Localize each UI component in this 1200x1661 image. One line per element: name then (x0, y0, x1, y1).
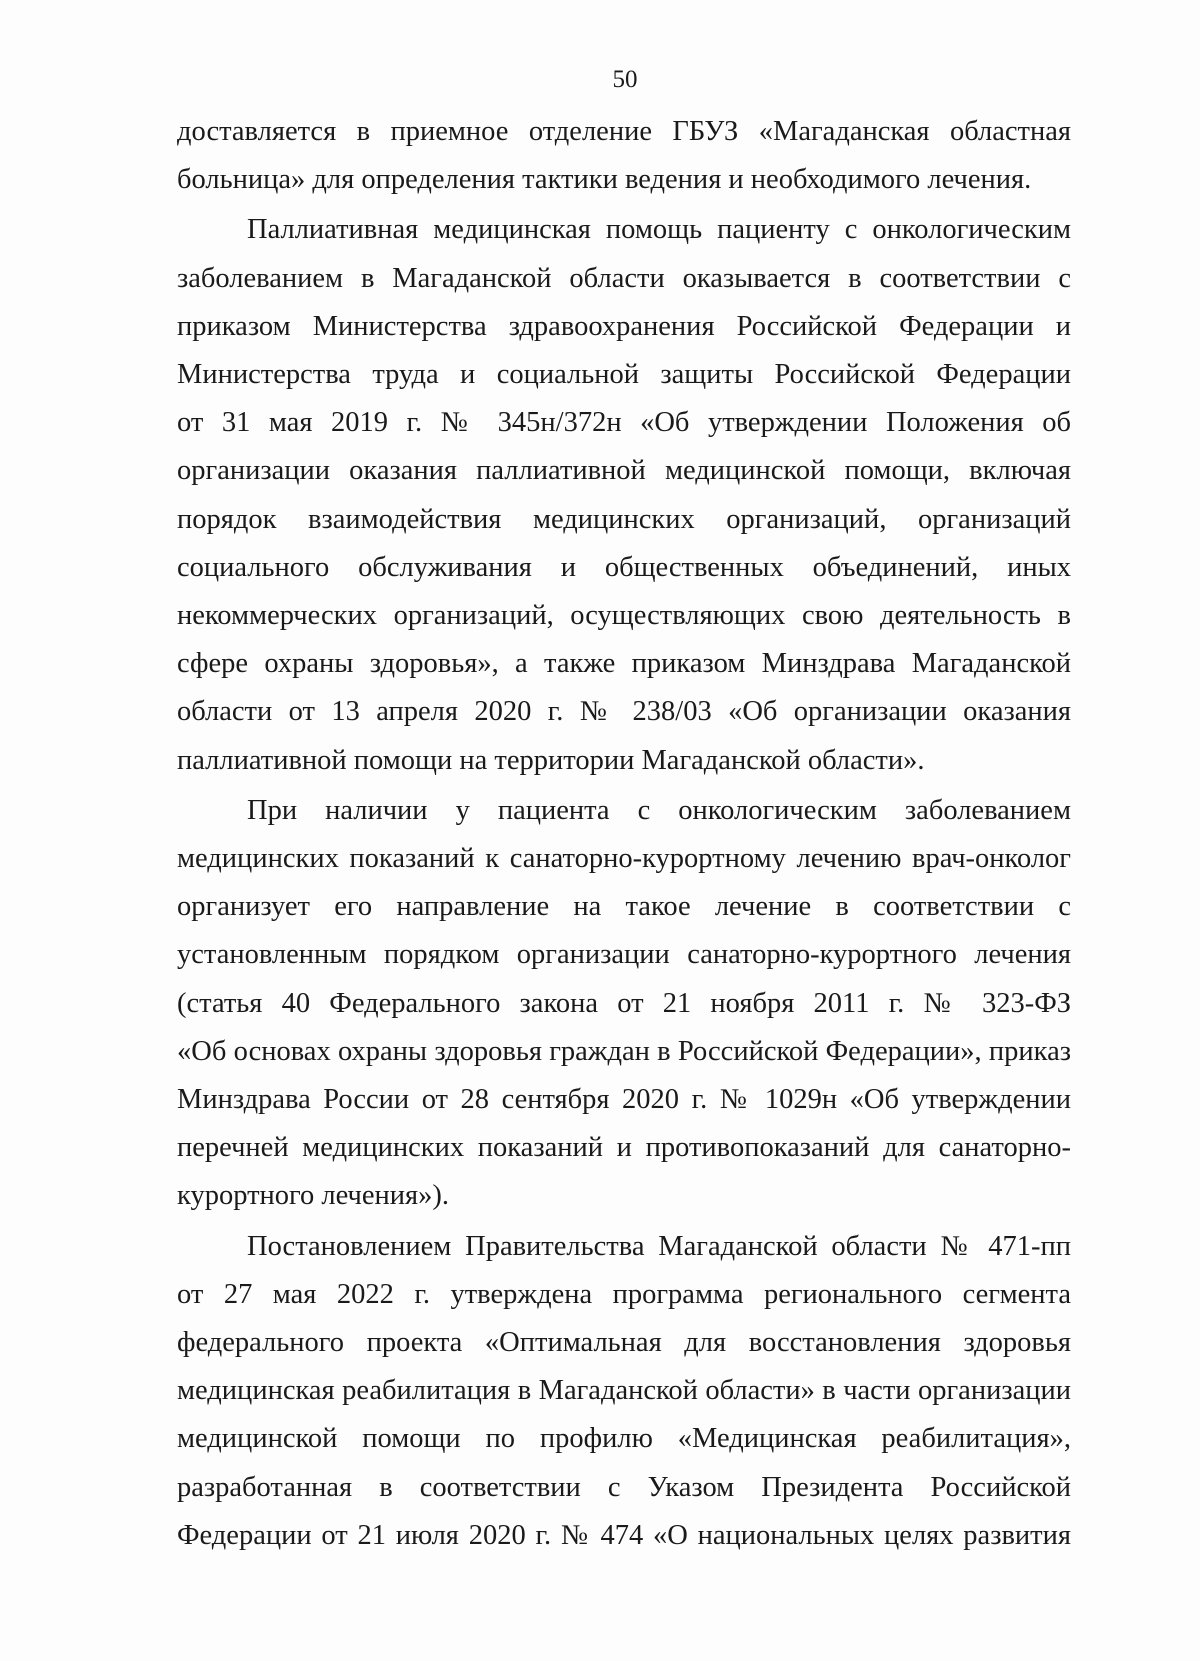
paragraph-1 (177, 108, 1071, 204)
text-line: приказом Министерства здравоохранения Российской Федерации и (177, 310, 1071, 342)
text-line: Федерации от 21 июля 2020 г. № 474 «О национальных целях развития (177, 1519, 1071, 1551)
text-line: перечней медицинских показаний и противопоказаний для санаторно- (177, 1132, 1071, 1164)
text-line: установленным порядком организации санаторно-курортного лечения (177, 939, 1071, 971)
page-number: 50 (612, 66, 638, 93)
paragraph-2 (177, 206, 1071, 784)
text-line: от 31 мая 2019 г. № 345н/372н «Об утверждении Положения об (177, 407, 1071, 439)
document-body (177, 108, 1071, 1560)
text-line: (статья 40 Федерального закона от 21 ноября 2011 г. № 323-ФЗ (177, 987, 1071, 1019)
paragraph-4 (177, 1223, 1071, 1560)
text-line: организации оказания паллиативной медицинской помощи, включая (177, 455, 1071, 487)
paragraph-3 (177, 787, 1071, 1221)
text-line: Паллиативная медицинская помощь пациенту с онкологическим (247, 214, 1071, 246)
text-line: При наличии у пациента с онкологическим заболеванием (247, 794, 1071, 826)
text-line: федерального проекта «Оптимальная для восстановления здоровья (177, 1327, 1071, 1359)
text-line: медицинских показаний к санаторно-курортному лечению врач-онколог (177, 843, 1071, 875)
text-line: доставляется в приемное отделение ГБУЗ «Магаданская областная (177, 116, 1071, 147)
text-line: некоммерческих организаций, осуществляющих свою деятельность в (177, 600, 1071, 632)
text-line: паллиативной помощи на территории Магаданской области». (177, 744, 925, 776)
text-line: заболеванием в Магаданской области оказывается в соответствии с (177, 262, 1071, 294)
text-line: медицинская реабилитация в Магаданской области» в части организации (177, 1375, 1071, 1407)
text-line: от 27 мая 2022 г. утверждена программа регионального сегмента (177, 1278, 1071, 1310)
text-line: социального обслуживания и общественных объединений, иных (177, 551, 1071, 583)
text-line: Минздрава России от 28 сентября 2020 г. № 1029н «Об утверждении (177, 1084, 1071, 1116)
text-line: Постановлением Правительства Магаданской области № 471-пп (247, 1230, 1071, 1262)
text-line: области от 13 апреля 2020 г. № 238/03 «Об организации оказания (177, 696, 1071, 728)
text-line: «Об основах охраны здоровья граждан в Российской Федерации», приказ (177, 1035, 1071, 1067)
text-line: порядок взаимодействия медицинских организаций, организаций (177, 503, 1071, 535)
text-line: сфере охраны здоровья», а также приказом Минздрава Магаданской (177, 648, 1071, 680)
text-line: больница» для определения тактики ведения и необходимого лечения. (177, 164, 1032, 196)
text-line: организует его направление на такое лечение в соответствии с (177, 891, 1071, 923)
text-line: разработанная в соответствии с Указом Президента Российской (177, 1471, 1071, 1503)
text-line: курортного лечения»). (177, 1180, 450, 1212)
text-line: медицинской помощи по профилю «Медицинская реабилитация», (177, 1423, 1071, 1455)
text-line: Министерства труда и социальной защиты Российской Федерации (177, 359, 1071, 391)
